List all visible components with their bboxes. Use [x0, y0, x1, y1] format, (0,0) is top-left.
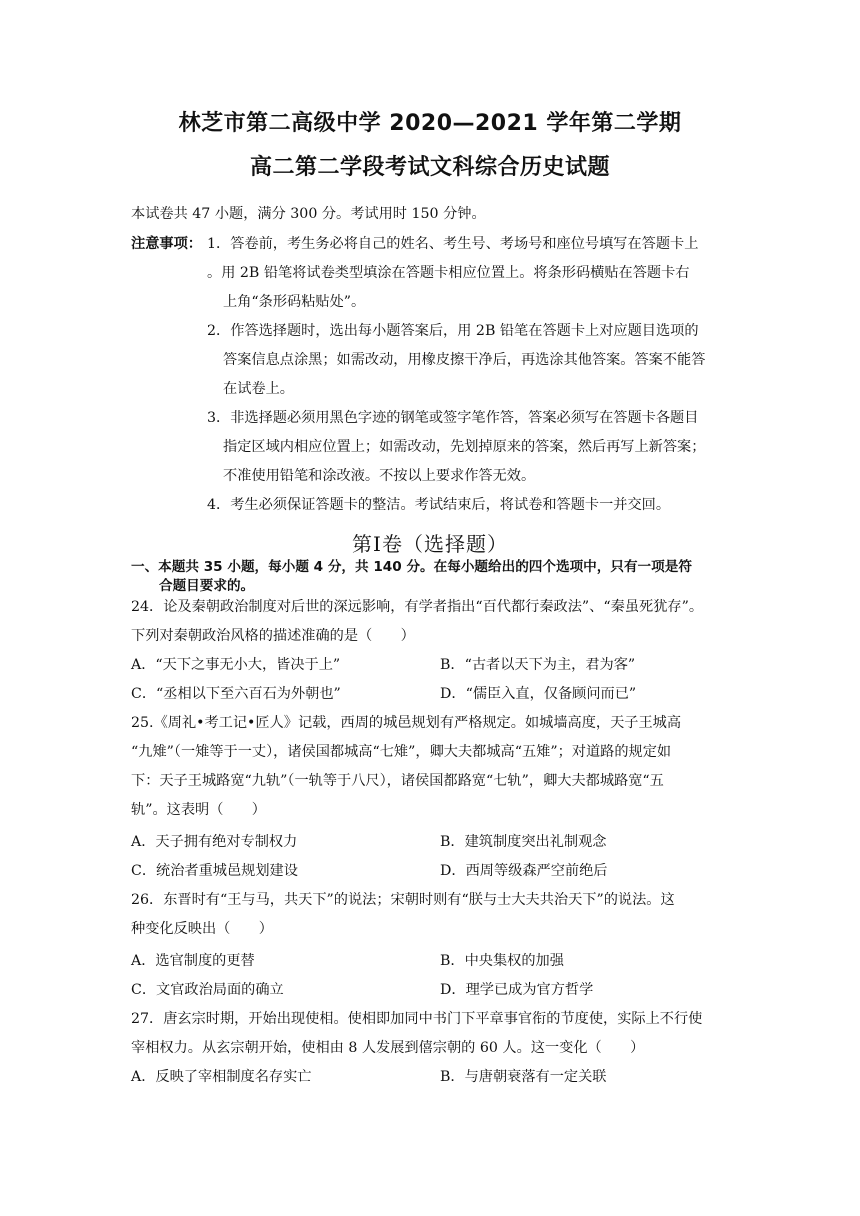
q25-stem-line-2: “九雉”（一雉等于一丈），诸侯国都城高“七雉”，卿大夫都城高“五雉”；对道路的规定如 [131, 744, 672, 760]
q25-option-c: C．统治者重城邑规划建设 [131, 863, 298, 879]
q26-stem-line-1: 26．东晋时有“王与马，共天下”的说法；宋朝时则有“朕与士大夫共治天下”的说法。这 [131, 892, 675, 908]
q27-option-b: B．与唐朝衰落有一定关联 [440, 1069, 607, 1085]
q27-option-a: A．反映了宰相制度名存实亡 [131, 1069, 312, 1085]
q25-option-a: A．天子拥有绝对专制权力 [131, 834, 298, 850]
q26-stem-line-2: 种变化反映出（ ） [131, 921, 273, 937]
q24-stem-line-2: 下列对秦朝政治风格的描述准确的是（ ） [131, 628, 415, 644]
section-title: 第Ⅰ卷（选择题） [352, 532, 508, 556]
q24-option-d: D．“儒臣入直，仅备顾问而已” [440, 686, 637, 702]
instructions-line-1: 一、本题共 35 小题，每小题 4 分，共 140 分。在每小题给出的四个选项中，只有一项是符 [131, 559, 692, 575]
notes-label: 注意事项： [131, 236, 202, 252]
q24-stem-line-1: 24．论及秦朝政治制度对后世的深远影响，有学者指出“百代都行秦政法”、“秦虽死犹存”。 [131, 599, 704, 615]
q24-option-c: C．“丞相以下至六百石为外朝也” [131, 686, 341, 702]
exam-intro: 本试卷共 47 小题，满分 300 分。考试用时 150 分钟。 [131, 206, 486, 222]
note-1-line-3: 上角“条形码粘贴处”。 [223, 294, 366, 310]
exam-title-line1: 林芝市第二高级中学 2020—2021 学年第二学期 [178, 111, 682, 136]
note-4-line-1: 4．考生必须保证答题卡的整洁。考试结束后，将试卷和答题卡一并交回。 [207, 497, 671, 513]
q26-option-c: C．文官政治局面的确立 [131, 982, 284, 998]
q25-option-d: D．西周等级森严空前绝后 [440, 863, 608, 879]
q24-option-a: A．“天下之事无小大，皆决于上” [131, 657, 341, 673]
instructions-line-2: 合题目要求的。 [159, 578, 255, 594]
note-1-line-1: 1．答卷前，考生务必将自己的姓名、考生号、考场号和座位号填写在答题卡上 [207, 236, 699, 252]
note-3-line-2: 指定区域内相应位置上；如需改动，先划掉原来的答案，然后再写上新答案； [223, 439, 706, 455]
q25-stem-line-3: 下：天子王城路宽“九轨”（一轨等于八尺），诸侯国都路宽“七轨”，卿大夫都城路宽“五 [131, 773, 664, 789]
note-2-line-3: 在试卷上。 [223, 381, 294, 397]
q27-stem-line-2: 宰相权力。从玄宗朝开始，使相由 8 人发展到僖宗朝的 60 人。这一变化（ ） [131, 1040, 645, 1056]
q25-stem-line-1: 25.《周礼•考工记•匠人》记载，西周的城邑规划有严格规定。如城墙高度，天子王城高 [131, 715, 682, 731]
q24-option-b: B．“古者以天下为主，君为客” [440, 657, 636, 673]
note-2-line-2: 答案信息点涂黑；如需改动，用橡皮擦干净后，再选涂其他答案。答案不能答 [223, 352, 706, 368]
q25-stem-line-4: 轨”。这表明（ ） [131, 802, 266, 818]
q25-option-b: B．建筑制度突出礼制观念 [440, 834, 607, 850]
note-3-line-3: 不准使用铅笔和涂改液。不按以上要求作答无效。 [223, 468, 536, 484]
note-1-line-2: 。用 2B 铅笔将试卷类型填涂在答题卡相应位置上。将条形码横贴在答题卡右 [207, 265, 690, 281]
note-2-line-1: 2．作答选择题时，选出每小题答案后，用 2B 铅笔在答题卡上对应题目选项的 [207, 323, 699, 339]
q26-option-b: B．中央集权的加强 [440, 953, 564, 969]
q26-option-a: A．选官制度的更替 [131, 953, 255, 969]
q27-stem-line-1: 27．唐玄宗时期，开始出现使相。使相即加同中书门下平章事官衔的节度使，实际上不行使 [131, 1011, 703, 1027]
exam-title-line2: 高二第二学段考试文科综合历史试题 [249, 155, 610, 180]
q26-option-d: D．理学已成为官方哲学 [440, 982, 594, 998]
note-3-line-1: 3．非选择题必须用黑色字迹的钢笔或签字笔作答，答案必须写在答题卡各题目 [207, 410, 699, 426]
